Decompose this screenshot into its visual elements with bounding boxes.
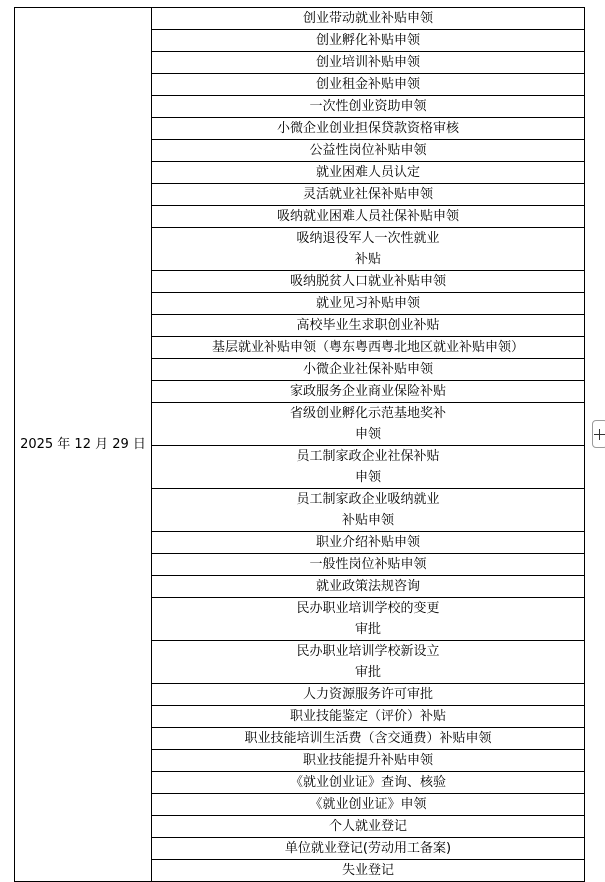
service-item-cell bbox=[152, 184, 585, 206]
service-item-text: 《就业创业证》查询、核验 bbox=[289, 775, 446, 790]
table-body bbox=[15, 8, 585, 882]
service-item-cell bbox=[152, 860, 585, 882]
service-item-text: 灵活就业社保补贴申领 bbox=[302, 187, 433, 202]
service-item-cell bbox=[152, 118, 585, 140]
service-item-text: 失业登记 bbox=[341, 863, 394, 878]
service-item-text: 公益性岗位补贴申领 bbox=[309, 143, 427, 158]
service-item-text: 补贴 bbox=[354, 252, 381, 267]
service-item-cell bbox=[152, 838, 585, 860]
service-item-text: 员工制家政企业社保补贴 bbox=[296, 449, 440, 464]
service-item-cell bbox=[152, 74, 585, 96]
service-item-text: 补贴申领 bbox=[341, 513, 394, 528]
service-item-text: 职业技能提升补贴申领 bbox=[302, 753, 433, 768]
service-item-cell bbox=[152, 96, 585, 118]
service-item-text: 创业孵化补贴申领 bbox=[315, 33, 420, 48]
service-item-text: 就业见习补贴申领 bbox=[315, 296, 420, 311]
service-item-cell bbox=[152, 794, 585, 816]
service-item-text: 单位就业登记(劳动用工备案) bbox=[284, 841, 452, 856]
service-item-cell bbox=[152, 750, 585, 772]
service-item-cell bbox=[152, 576, 585, 598]
service-item-cell bbox=[152, 772, 585, 794]
service-item-text: 申领 bbox=[354, 470, 381, 485]
service-item-cell bbox=[152, 816, 585, 838]
service-item-cell bbox=[152, 140, 585, 162]
expand-handle-icon[interactable] bbox=[592, 420, 605, 448]
service-item-text: 创业带动就业补贴申领 bbox=[302, 11, 433, 26]
service-item-cell bbox=[152, 293, 585, 315]
service-item-text: 就业困难人员认定 bbox=[315, 165, 420, 180]
service-item-text: 一般性岗位补贴申领 bbox=[309, 557, 427, 572]
service-item-text: 个人就业登记 bbox=[328, 819, 407, 834]
service-item-text: 员工制家政企业吸纳就业 bbox=[296, 492, 440, 507]
service-item-text: 小微企业创业担保贷款资格审核 bbox=[276, 121, 459, 136]
service-item-cell bbox=[152, 30, 585, 52]
service-item-text: 就业政策法规咨询 bbox=[315, 579, 420, 594]
service-item-cell bbox=[152, 403, 585, 446]
service-item-text: 一次性创业资助申领 bbox=[309, 99, 427, 114]
service-item-text: 基层就业补贴申领（粤东粤西粤北地区就业补贴申领） bbox=[211, 340, 524, 355]
service-item-text: 审批 bbox=[354, 622, 381, 637]
service-item-cell bbox=[152, 446, 585, 489]
service-item-text: 《就业创业证》申领 bbox=[309, 797, 427, 812]
service-item-text: 吸纳就业困难人员社保补贴申领 bbox=[276, 209, 459, 224]
service-item-cell bbox=[152, 337, 585, 359]
service-item-cell bbox=[152, 8, 585, 30]
service-item-cell bbox=[152, 315, 585, 337]
service-item-text: 吸纳退役军人一次性就业 bbox=[296, 231, 440, 246]
service-item-cell bbox=[152, 684, 585, 706]
service-item-cell bbox=[152, 532, 585, 554]
service-item-cell bbox=[152, 489, 585, 532]
service-item-cell bbox=[152, 728, 585, 750]
service-item-text: 申领 bbox=[354, 427, 381, 442]
service-item-cell bbox=[152, 162, 585, 184]
service-item-cell bbox=[152, 206, 585, 228]
service-item-cell bbox=[152, 52, 585, 74]
service-item-text: 民办职业培训学校新设立 bbox=[296, 644, 440, 659]
service-item-text: 高校毕业生求职创业补贴 bbox=[296, 318, 440, 333]
service-item-text: 吸纳脱贫人口就业补贴申领 bbox=[289, 274, 446, 289]
service-item-text: 民办职业培训学校的变更 bbox=[296, 601, 440, 616]
service-item-text: 职业介绍补贴申领 bbox=[315, 535, 420, 550]
service-item-text: 小微企业社保补贴申领 bbox=[302, 362, 433, 377]
table-row bbox=[15, 8, 585, 30]
service-item-cell bbox=[152, 228, 585, 271]
service-item-cell bbox=[152, 641, 585, 684]
service-item-cell bbox=[152, 598, 585, 641]
service-item-cell bbox=[152, 271, 585, 293]
service-item-text: 职业技能鉴定（评价）补贴 bbox=[289, 709, 446, 724]
service-item-text: 创业租金补贴申领 bbox=[315, 77, 420, 92]
service-items-table bbox=[14, 7, 585, 882]
service-item-text: 审批 bbox=[354, 665, 381, 680]
service-item-text: 职业技能培训生活费（含交通费）补贴申领 bbox=[244, 731, 492, 746]
service-item-text: 人力资源服务许可审批 bbox=[302, 687, 433, 702]
service-item-text: 创业培训补贴申领 bbox=[315, 55, 420, 70]
service-item-cell bbox=[152, 554, 585, 576]
service-item-cell bbox=[152, 381, 585, 403]
service-item-text: 省级创业孵化示范基地奖补 bbox=[289, 406, 446, 421]
service-item-cell bbox=[152, 706, 585, 728]
service-item-cell bbox=[152, 359, 585, 381]
service-item-text: 家政服务企业商业保险补贴 bbox=[289, 384, 446, 399]
date-cell: 2025 年 12 月 29 日 bbox=[15, 8, 152, 882]
